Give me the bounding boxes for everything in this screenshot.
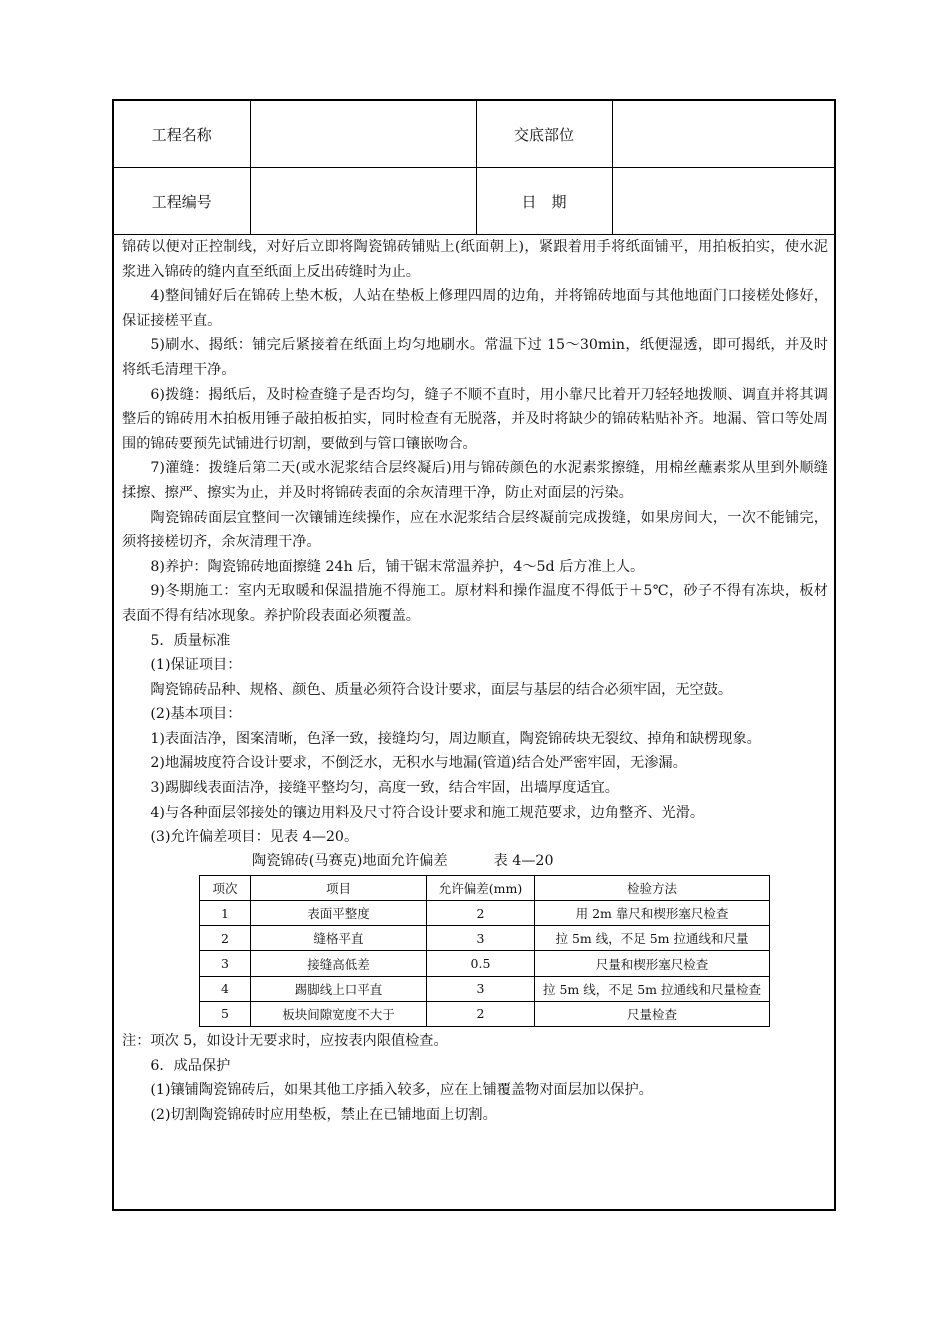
handover-part-value — [612, 101, 834, 168]
table-cell: 拉 5m 线，不足 5m 拉通线和尺量 — [535, 926, 770, 951]
list-item: 2)地漏坡度符合设计要求，不倒泛水，无积水与地漏(管道)结合处严密牢固，无渗漏。 — [150, 755, 687, 772]
table-cell: 3 — [427, 976, 535, 1001]
table-cell: 尺量检查 — [535, 1001, 770, 1026]
column-header: 允许偏差(mm) — [427, 875, 535, 900]
table-cell: 缝格平直 — [251, 926, 427, 951]
table-cell: 3 — [427, 926, 535, 951]
table-row — [200, 1001, 770, 1026]
subsection-heading: (3)允许偏差项目：见表 4—20。 — [150, 829, 359, 846]
table-cell: 板块间隙宽度不大于 — [251, 1001, 427, 1026]
column-header: 项目 — [251, 875, 427, 900]
table-cell: 表面平整度 — [251, 901, 427, 926]
table-cell: 拉 5m 线，不足 5m 拉通线和尺量检查 — [535, 976, 770, 1001]
date-label: 日 期 — [476, 168, 612, 235]
table-cell: 3 — [200, 951, 251, 976]
table-row — [200, 976, 770, 1001]
paragraph: 陶瓷锦砖面层宜整间一次镶铺连续操作，应在水泥浆结合层终凝前完成拨缝，如果房间大，一次不能铺完，须将接槎切齐，余灰清理干净。 — [122, 509, 828, 551]
table-row — [200, 901, 770, 926]
paragraph: 9)冬期施工：室内无取暖和保温措施不得施工。原材料和操作温度不得低于＋5℃，砂子不得有冻块，板材表面不得有结冰现象。养护阶段表面必须覆盖。 — [122, 583, 828, 624]
content-body — [122, 235, 828, 1127]
header-table — [114, 101, 834, 235]
project-no-label: 工程编号 — [114, 168, 250, 235]
project-no-value — [250, 168, 476, 235]
paragraph: 陶瓷锦砖品种、规格、颜色、质量必须符合设计要求，面层与基层的结合必须牢固，无空鼓。 — [150, 681, 733, 698]
date-value — [612, 168, 834, 235]
table-cell: 2 — [427, 901, 535, 926]
column-header: 项次 — [200, 875, 251, 900]
project-name-label: 工程名称 — [114, 101, 250, 168]
subsection-heading: (2)基本项目： — [150, 706, 242, 723]
list-item: 4)与各种面层邻接处的镶边用料及尺寸符合设计要求和施工规范要求，边角整齐、光滑。 — [150, 804, 705, 821]
section-heading: 6．成品保护 — [150, 1057, 231, 1074]
paragraph: 6)拨缝：揭纸后，及时检查缝子是否均匀，缝子不顺不直时，用小靠尺比着开刀轻轻地拨顺、调直并将其调整后的锦砖用木拍板用锤子敲拍板拍实，同时检查有无脱落，并及时将缺少的锦砖粘贴补齐。地漏、管口等处周围的锦砖要预先试铺进行切割，要做到与管口镶嵌吻合。 — [122, 386, 828, 452]
list-item: (1)镶铺陶瓷锦砖后，如果其他工序插入较多，应在上铺覆盖物对面层加以保护。 — [150, 1082, 653, 1099]
table-title: 陶瓷锦砖(马赛克)地面允许偏差 — [252, 852, 448, 869]
section-heading: 5．质量标准 — [150, 632, 231, 649]
column-header: 检验方法 — [535, 875, 770, 900]
paragraph: 锦砖以便对正控制线，对好后立即将陶瓷锦砖铺贴上(纸面朝上)，紧跟着用手将纸面铺平，用拍板拍实，使水泥浆进入锦砖的缝内直至纸面上反出砖缝时为止。 — [122, 239, 828, 280]
table-cell: 2 — [427, 1001, 535, 1026]
paragraph: 8)养护：陶瓷锦砖地面擦缝 24h 后，铺干锯末常温养护，4～5d 后方准上人。 — [150, 558, 645, 575]
table-caption — [122, 850, 828, 872]
paragraph: 4)整间铺好后在锦砖上垫木板，人站在垫板上修理四周的边角，并将锦砖地面与其他地面门口接槎处修好，保证接槎平直。 — [122, 288, 828, 329]
table-cell: 5 — [200, 1001, 251, 1026]
table-cell: 踢脚线上口平直 — [251, 976, 427, 1001]
table-cell: 接缝高低差 — [251, 951, 427, 976]
table-row — [200, 926, 770, 951]
table-note: 注：项次 5，如设计无要求时，应按表内限值检查。 — [122, 1032, 448, 1049]
table-header-row — [200, 875, 770, 900]
handover-part-label: 交底部位 — [476, 101, 612, 168]
table-cell: 尺量和楔形塞尺检查 — [535, 951, 770, 976]
paragraph: 5)刷水、揭纸：铺完后紧接着在纸面上均匀地刷水。常温下过 15～30min，纸便湿透，即可揭纸，并及时将纸毛清理干净。 — [122, 337, 828, 378]
list-item: (2)切割陶瓷锦砖时应用垫板，禁止在已铺地面上切割。 — [150, 1106, 497, 1123]
project-name-value — [250, 101, 476, 168]
subsection-heading: (1)保证项目： — [150, 657, 242, 674]
table-cell: 0.5 — [427, 951, 535, 976]
table-cell: 用 2m 靠尺和楔形塞尺检查 — [535, 901, 770, 926]
paragraph: 7)灌缝：拨缝后第二天(或水泥浆结合层终凝后)用与锦砖颜色的水泥素浆擦缝，用棉丝蘸素浆从里到外顺缝揉擦、擦严、擦实为止，并及时将锦砖表面的余灰清理干净，防止对面层的污染。 — [122, 460, 828, 501]
list-item: 3)踢脚线表面洁净，接缝平整均匀，高度一致，结合牢固，出墙厚度适宜。 — [150, 780, 619, 797]
table-cell: 1 — [200, 901, 251, 926]
table-number: 表 4—20 — [493, 852, 554, 869]
table-cell: 4 — [200, 976, 251, 1001]
table-cell: 2 — [200, 926, 251, 951]
deviation-table — [199, 875, 770, 1027]
table-row — [200, 951, 770, 976]
handover-form — [112, 99, 836, 1211]
list-item: 1)表面洁净，图案清晰，色泽一致，接缝均匀，周边顺直，陶瓷锦砖块无裂纹、掉角和缺楞现象。 — [150, 730, 761, 747]
